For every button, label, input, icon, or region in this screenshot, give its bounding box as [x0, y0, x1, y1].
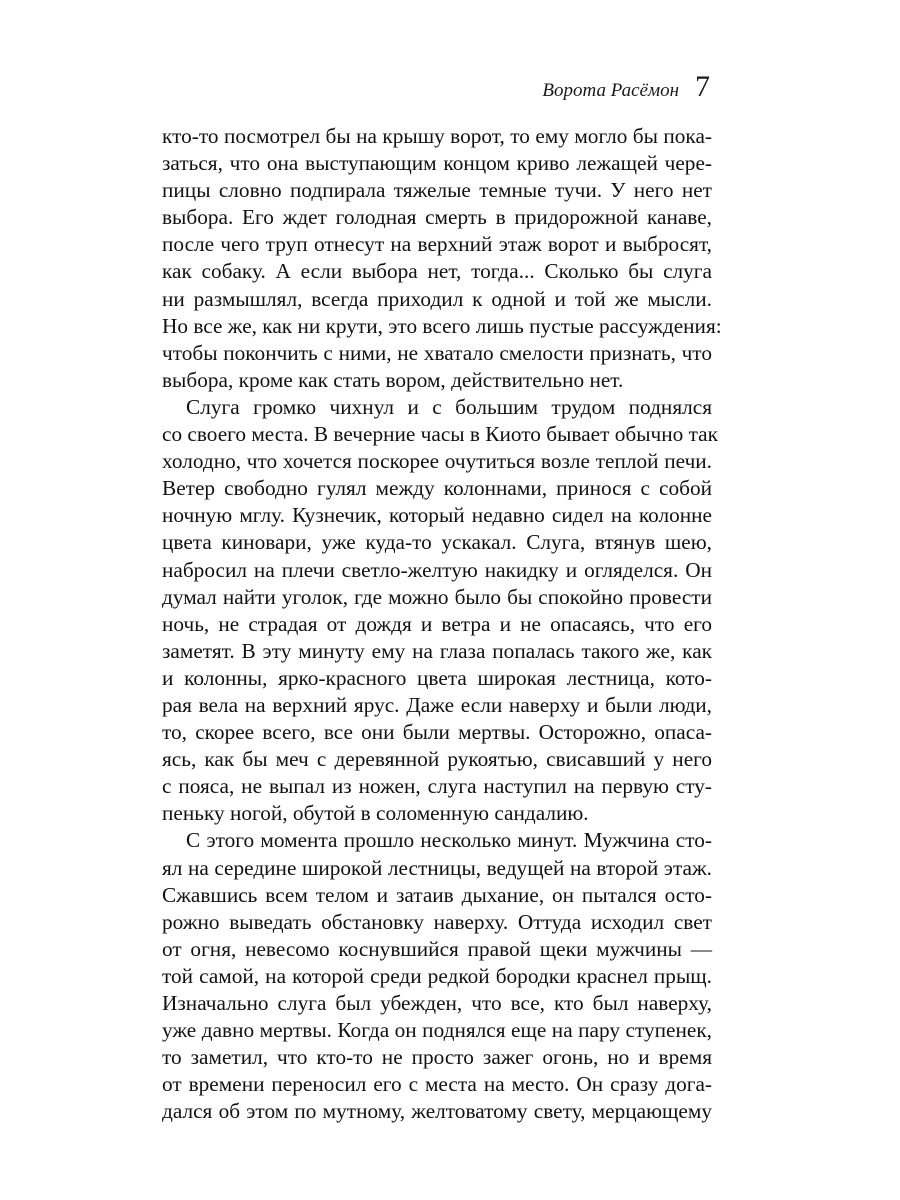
text-line: и колонны, ярко-красного цвета широкая лестница, кото- [162, 665, 712, 690]
text-line: то, скорее всего, все они были мертвы. Осторожно, опаса- [162, 720, 712, 745]
text-line: рожно выведать обстановку наверху. Оттуда исходил свет [162, 909, 712, 934]
text-line: заться, что она выступающим концом криво лежащей чере- [162, 151, 712, 176]
text-line: от огня, невесомо коснувшийся правой щеки мужчины — [162, 936, 712, 961]
text-line: Ветер свободно гулял между колоннами, принося с собой [162, 476, 712, 501]
paragraph [162, 827, 712, 1125]
text-line: рая вела на верхний ярус. Даже если наверху и были люди, [162, 692, 712, 717]
text-line: от времени переносил его с места на место. Он сразу дога- [162, 1072, 712, 1097]
text-line: заметят. В эту минуту ему на глаза попалась такого же, как [162, 638, 712, 663]
text-line: пицы словно подпирала тяжелые темные тучи. У него нет [162, 178, 712, 203]
text-line: как собаку. А если выбора нет, тогда... Сколько бы слуга [162, 259, 712, 284]
text-line: чтобы покончить с ними, не хватало смелости признать, что [162, 340, 712, 365]
text-line: после чего труп отнесут на верхний этаж ворот и выбросят, [162, 232, 712, 257]
text-line: С этого момента прошло несколько минут. Мужчина сто- [186, 828, 712, 853]
text-line: дался об этом по мутному, желтоватому свету, мерцающему [162, 1099, 712, 1124]
text-line: ночную мглу. Кузнечик, который недавно сидел на колонне [162, 503, 712, 528]
text-line: с пояса, не выпал из ножен, слуга наступил на первую сту- [162, 774, 712, 799]
text-line: то заметил, что кто-то не просто зажег огонь, но и время [162, 1045, 712, 1070]
text-line: пеньку ногой, обутой в соломенную сандалию. [162, 801, 589, 826]
text-line: думал найти уголок, где можно было бы спокойно провести [162, 584, 712, 609]
text-line: той самой, на которой среди редкой бородки краснел прыщ. [162, 963, 712, 988]
text-line: выбора. Его ждет голодная смерть в придорожной канаве, [162, 205, 712, 230]
page-number: 7 [695, 70, 710, 103]
text-line: Изначально слуга был убежден, что все, кто был наверху, [162, 991, 712, 1015]
paragraph [162, 394, 718, 828]
text-line: цвета киновари, уже куда-то ускакал. Слуга, втянув шею, [162, 530, 712, 555]
text-line: ясь, как бы меч с деревянной рукоятью, свисавший у него [162, 747, 712, 772]
text-line: Слуга громко чихнул и с большим трудом поднялся [186, 394, 712, 419]
paragraph [162, 123, 722, 394]
text-line: ни размышлял, всегда приходил к одной и той же мысли. [162, 286, 712, 311]
running-head [542, 72, 710, 102]
text-line: Но все же, как ни крути, это всего лишь пустые рассуждения: [162, 313, 722, 338]
text-line: холодно, что хочется поскорее очутиться возле теплой печи. [162, 449, 712, 474]
text-line: ял на середине широкой лестницы, ведущей на второй этаж. [162, 855, 712, 880]
text-line: кто-то посмотрел бы на крышу ворот, то ему могло бы пока- [162, 124, 712, 148]
text-line: со своего места. В вечерние часы в Киото бывает обычно так [162, 422, 718, 447]
text-line: выбора, кроме как стать вором, действительно нет. [162, 367, 624, 392]
body-text [162, 123, 722, 1125]
text-line: уже давно мертвы. Когда он поднялся еще на пару ступенек, [162, 1018, 712, 1043]
text-line: набросил на плечи светло-желтую накидку и огляделся. Он [162, 557, 712, 582]
chapter-title: Ворота Расёмон [542, 80, 679, 101]
text-line: ночь, не страдая от дождя и ветра и не опасаясь, что его [162, 611, 712, 636]
text-line: Сжавшись всем телом и затаив дыхание, он пытался осто- [162, 882, 712, 907]
